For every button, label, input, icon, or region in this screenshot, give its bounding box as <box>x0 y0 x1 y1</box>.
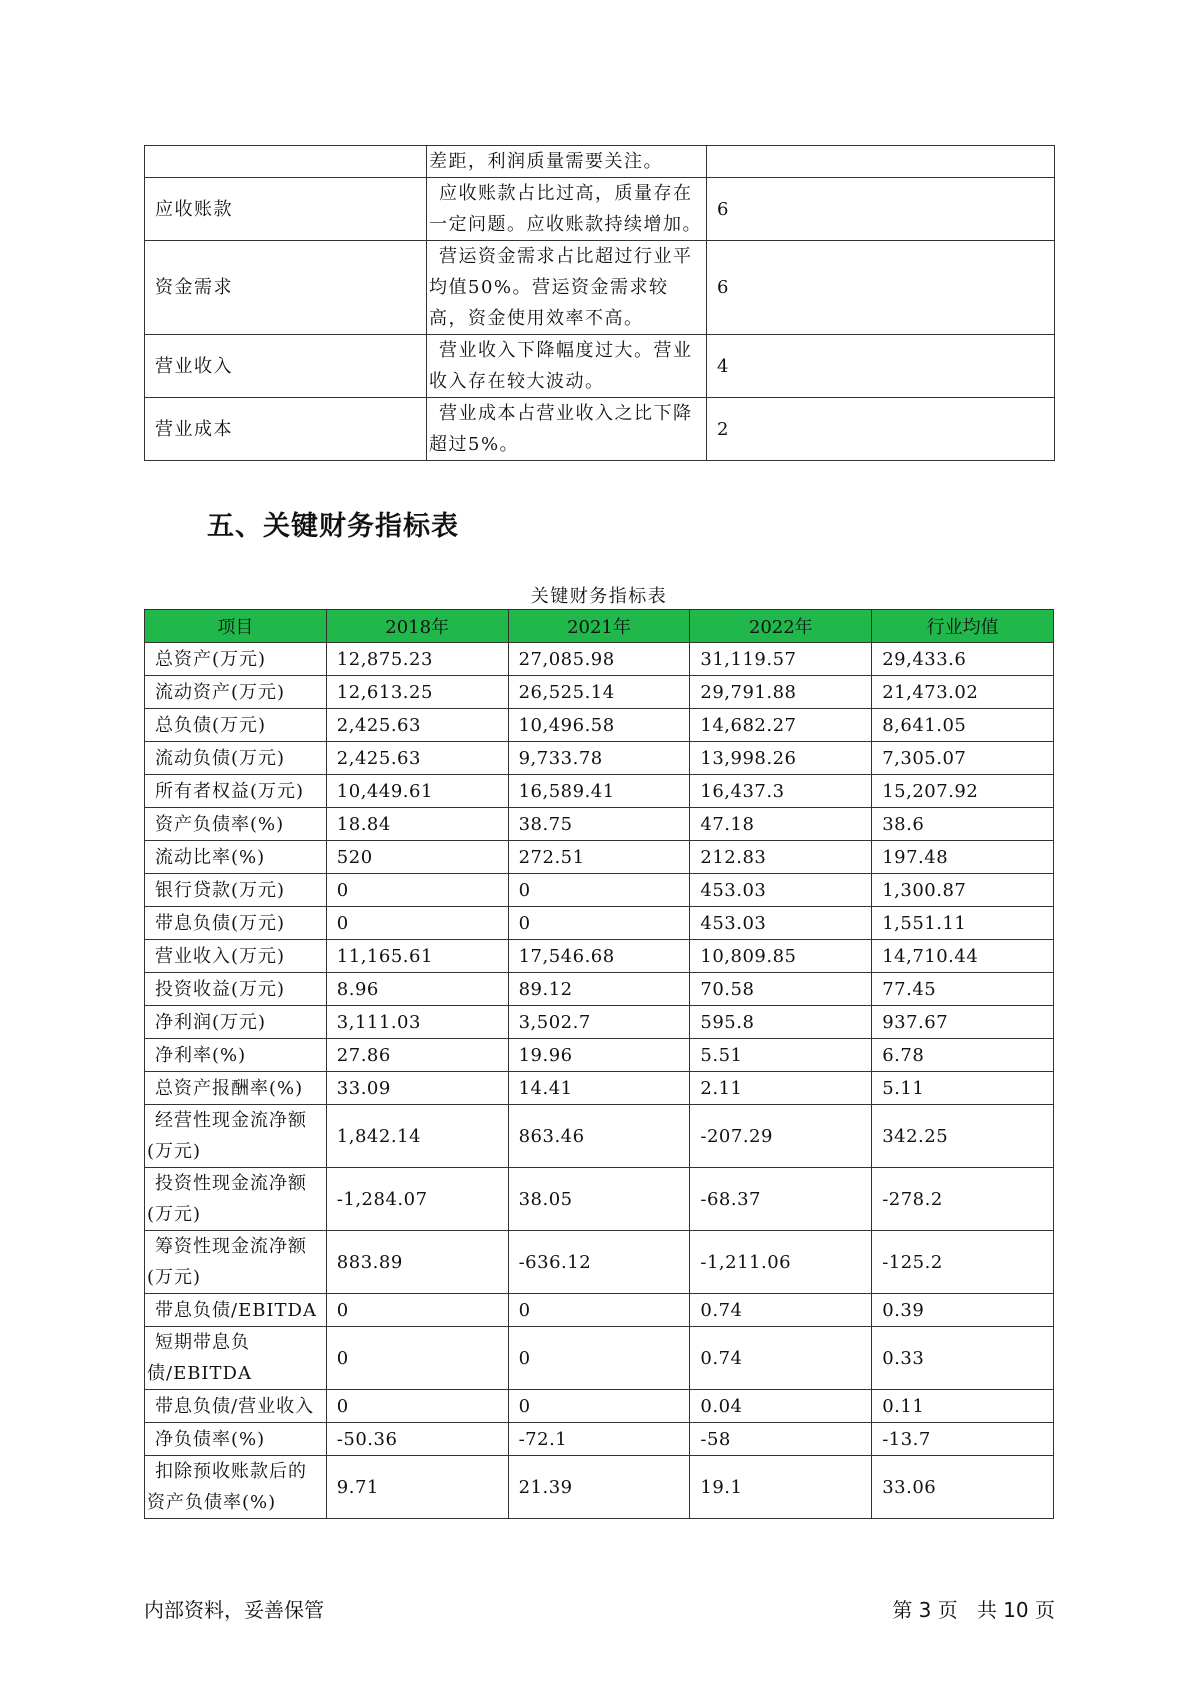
row-value: 16,437.3 <box>690 775 872 808</box>
row-value: 21.39 <box>508 1456 690 1519</box>
row-value: 453.03 <box>690 874 872 907</box>
table-caption: 关键财务指标表 <box>530 586 668 607</box>
risk-item-description: 营业收入下降幅度过大。营业收入存在较大波动。 <box>427 335 707 398</box>
row-value: -636.12 <box>508 1231 690 1294</box>
column-header: 项目 <box>145 610 327 643</box>
row-value: 26,525.14 <box>508 676 690 709</box>
row-label: 总资产报酬率(%) <box>145 1072 327 1105</box>
row-value: 14,682.27 <box>690 709 872 742</box>
table-row <box>145 973 1054 1006</box>
row-label: 所有者权益(万元) <box>145 775 327 808</box>
row-value: 70.58 <box>690 973 872 1006</box>
risk-table-row <box>145 178 1055 241</box>
table-header-row <box>145 610 1054 643</box>
row-value: 29,433.6 <box>872 643 1054 676</box>
row-value: 8.96 <box>326 973 508 1006</box>
row-value: 0 <box>508 1294 690 1327</box>
row-value: 15,207.92 <box>872 775 1054 808</box>
risk-item-score: 2 <box>707 398 1055 461</box>
risk-item-name <box>145 146 427 178</box>
row-value: 33.06 <box>872 1456 1054 1519</box>
row-value: 0.04 <box>690 1390 872 1423</box>
financial-table-body <box>145 643 1054 1519</box>
table-row <box>145 1390 1054 1423</box>
table-row <box>145 1231 1054 1294</box>
row-value: 3,502.7 <box>508 1006 690 1039</box>
row-value: 27,085.98 <box>508 643 690 676</box>
row-value: 863.46 <box>508 1105 690 1168</box>
table-row <box>145 1072 1054 1105</box>
row-value: 12,875.23 <box>326 643 508 676</box>
risk-item-score: 6 <box>707 241 1055 335</box>
row-label: 投资收益(万元) <box>145 973 327 1006</box>
row-label: 总资产(万元) <box>145 643 327 676</box>
row-value: 17,546.68 <box>508 940 690 973</box>
column-header: 2018年 <box>326 610 508 643</box>
section-heading: 五、关键财务指标表 <box>207 511 459 542</box>
row-value: 0 <box>326 1390 508 1423</box>
row-value: 38.05 <box>508 1168 690 1231</box>
row-value: -50.36 <box>326 1423 508 1456</box>
risk-item-description: 应收账款占比过高，质量存在一定问题。应收账款持续增加。 <box>427 178 707 241</box>
table-row <box>145 643 1054 676</box>
row-value: 212.83 <box>690 841 872 874</box>
row-value: 7,305.07 <box>872 742 1054 775</box>
column-header: 2022年 <box>690 610 872 643</box>
row-value: 11,165.61 <box>326 940 508 973</box>
row-label: 经营性现金流净额(万元) <box>145 1105 327 1168</box>
row-value: 2,425.63 <box>326 709 508 742</box>
row-value: -1,211.06 <box>690 1231 872 1294</box>
row-value: 21,473.02 <box>872 676 1054 709</box>
row-value: 937.67 <box>872 1006 1054 1039</box>
row-label: 扣除预收账款后的资产负债率(%) <box>145 1456 327 1519</box>
row-value: 0 <box>508 907 690 940</box>
risk-table-row <box>145 335 1055 398</box>
table-row <box>145 1006 1054 1039</box>
table-row <box>145 1423 1054 1456</box>
footer-page-number: 第 3 页 共 10 页 <box>892 1598 1055 1622</box>
row-value: 342.25 <box>872 1105 1054 1168</box>
row-value: -72.1 <box>508 1423 690 1456</box>
risk-table-row <box>145 398 1055 461</box>
row-label: 总负债(万元) <box>145 709 327 742</box>
row-value: 14.41 <box>508 1072 690 1105</box>
risk-item-description: 营业成本占营业收入之比下降超过5%。 <box>427 398 707 461</box>
row-label: 流动资产(万元) <box>145 676 327 709</box>
footer-confidential-note: 内部资料，妥善保管 <box>144 1598 324 1622</box>
row-value: 89.12 <box>508 973 690 1006</box>
row-label: 短期带息负债/EBITDA <box>145 1327 327 1390</box>
risk-item-description: 差距，利润质量需要关注。 <box>427 146 707 178</box>
row-value: 0.11 <box>872 1390 1054 1423</box>
table-row <box>145 709 1054 742</box>
table-row <box>145 742 1054 775</box>
row-label: 银行贷款(万元) <box>145 874 327 907</box>
row-value: 0.74 <box>690 1327 872 1390</box>
table-row <box>145 1294 1054 1327</box>
row-value: 520 <box>326 841 508 874</box>
row-value: 0 <box>326 907 508 940</box>
row-value: 27.86 <box>326 1039 508 1072</box>
risk-item-name: 营业收入 <box>145 335 427 398</box>
row-value: -1,284.07 <box>326 1168 508 1231</box>
table-row <box>145 940 1054 973</box>
risk-table-row <box>145 146 1055 178</box>
row-value: 5.11 <box>872 1072 1054 1105</box>
table-row <box>145 1456 1054 1519</box>
table-row <box>145 874 1054 907</box>
row-value: 1,842.14 <box>326 1105 508 1168</box>
row-value: 0.33 <box>872 1327 1054 1390</box>
row-value: 29,791.88 <box>690 676 872 709</box>
row-value: 0.74 <box>690 1294 872 1327</box>
row-value: 272.51 <box>508 841 690 874</box>
row-label: 带息负债(万元) <box>145 907 327 940</box>
row-value: -207.29 <box>690 1105 872 1168</box>
row-value: 5.51 <box>690 1039 872 1072</box>
table-row <box>145 676 1054 709</box>
row-value: 10,449.61 <box>326 775 508 808</box>
row-value: 0 <box>326 874 508 907</box>
risk-item-name: 应收账款 <box>145 178 427 241</box>
row-label: 净利率(%) <box>145 1039 327 1072</box>
row-label: 资产负债率(%) <box>145 808 327 841</box>
row-value: 19.96 <box>508 1039 690 1072</box>
table-row <box>145 841 1054 874</box>
row-value: 0 <box>508 1390 690 1423</box>
row-value: 453.03 <box>690 907 872 940</box>
risk-table <box>144 145 1055 461</box>
row-value: 1,300.87 <box>872 874 1054 907</box>
row-value: 31,119.57 <box>690 643 872 676</box>
table-row <box>145 808 1054 841</box>
row-value: -125.2 <box>872 1231 1054 1294</box>
row-label: 营业收入(万元) <box>145 940 327 973</box>
row-label: 投资性现金流净额(万元) <box>145 1168 327 1231</box>
risk-item-name: 营业成本 <box>145 398 427 461</box>
row-value: 33.09 <box>326 1072 508 1105</box>
row-label: 带息负债/营业收入 <box>145 1390 327 1423</box>
row-value: 1,551.11 <box>872 907 1054 940</box>
row-value: 6.78 <box>872 1039 1054 1072</box>
row-value: 38.75 <box>508 808 690 841</box>
row-value: 16,589.41 <box>508 775 690 808</box>
column-header: 2021年 <box>508 610 690 643</box>
row-value: 77.45 <box>872 973 1054 1006</box>
row-label: 流动负债(万元) <box>145 742 327 775</box>
row-value: 19.1 <box>690 1456 872 1519</box>
risk-table-row <box>145 241 1055 335</box>
row-value: 10,496.58 <box>508 709 690 742</box>
row-value: 14,710.44 <box>872 940 1054 973</box>
risk-item-name: 资金需求 <box>145 241 427 335</box>
column-header: 行业均值 <box>872 610 1054 643</box>
risk-table-body <box>145 146 1055 461</box>
row-value: 18.84 <box>326 808 508 841</box>
row-value: 38.6 <box>872 808 1054 841</box>
row-label: 流动比率(%) <box>145 841 327 874</box>
row-value: -278.2 <box>872 1168 1054 1231</box>
row-value: 9,733.78 <box>508 742 690 775</box>
row-value: 2.11 <box>690 1072 872 1105</box>
row-value: 197.48 <box>872 841 1054 874</box>
row-label: 带息负债/EBITDA <box>145 1294 327 1327</box>
row-value: 0 <box>326 1327 508 1390</box>
table-row <box>145 1105 1054 1168</box>
row-value: 3,111.03 <box>326 1006 508 1039</box>
row-value: 10,809.85 <box>690 940 872 973</box>
financial-indicators-table <box>144 609 1054 1519</box>
row-value: 0 <box>508 874 690 907</box>
row-value: 47.18 <box>690 808 872 841</box>
risk-item-score <box>707 146 1055 178</box>
row-value: 0 <box>508 1327 690 1390</box>
row-value: 9.71 <box>326 1456 508 1519</box>
risk-item-score: 6 <box>707 178 1055 241</box>
row-label: 净利润(万元) <box>145 1006 327 1039</box>
table-row <box>145 1039 1054 1072</box>
table-row <box>145 1327 1054 1390</box>
row-value: 12,613.25 <box>326 676 508 709</box>
risk-item-score: 4 <box>707 335 1055 398</box>
risk-item-description: 营运资金需求占比超过行业平均值50%。营运资金需求较高，资金使用效率不高。 <box>427 241 707 335</box>
row-value: -68.37 <box>690 1168 872 1231</box>
table-row <box>145 1168 1054 1231</box>
row-value: 0 <box>326 1294 508 1327</box>
table-row <box>145 775 1054 808</box>
row-value: 595.8 <box>690 1006 872 1039</box>
row-value: 2,425.63 <box>326 742 508 775</box>
row-value: -58 <box>690 1423 872 1456</box>
row-value: -13.7 <box>872 1423 1054 1456</box>
row-label: 净负债率(%) <box>145 1423 327 1456</box>
row-label: 筹资性现金流净额(万元) <box>145 1231 327 1294</box>
table-row <box>145 907 1054 940</box>
row-value: 8,641.05 <box>872 709 1054 742</box>
row-value: 0.39 <box>872 1294 1054 1327</box>
row-value: 883.89 <box>326 1231 508 1294</box>
row-value: 13,998.26 <box>690 742 872 775</box>
